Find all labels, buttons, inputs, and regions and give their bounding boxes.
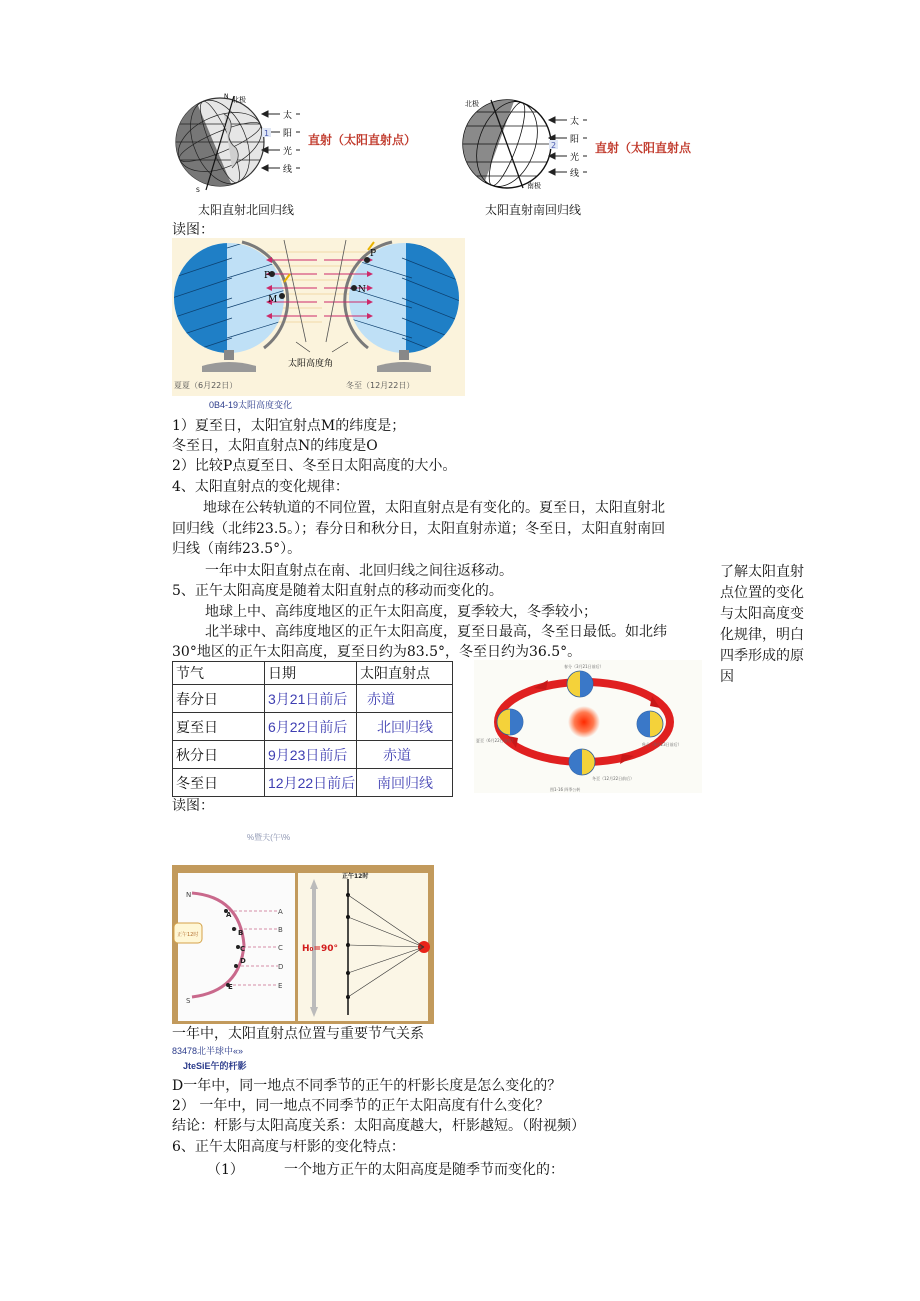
- cell-date: 3月21日前后: [265, 685, 357, 713]
- orbit-autumn: 秋分（9月23日前后）: [642, 742, 682, 747]
- header-cell: 太阳直射点: [357, 662, 453, 685]
- section-4-para: 归线（南纬23.5°）。: [172, 541, 302, 557]
- solar-terms-table: [172, 661, 453, 797]
- cell-point: [357, 713, 453, 741]
- cell-term: 秋分日: [173, 741, 265, 769]
- n-label: N: [224, 93, 229, 100]
- right-d: D: [278, 963, 284, 971]
- blue-note-2: JteSiE午的杆影: [183, 1061, 247, 1071]
- angle-90: H₀=90°: [302, 944, 339, 954]
- faint-caption: %暨夫(午\%: [247, 833, 291, 842]
- read-label: 读图：: [172, 222, 214, 238]
- blue-note-1: 83478北半球中«»: [172, 1046, 244, 1056]
- north-pole-label: 北极: [232, 96, 246, 104]
- index-2: 2: [551, 141, 557, 150]
- south-pole-label: 南极: [527, 182, 541, 190]
- section-5-title: 5、正午太阳高度是随着太阳直射点的移动而变化的。: [172, 583, 503, 599]
- header-cell: 日期: [265, 662, 357, 685]
- orbit-summer: 夏至（6月22日前后）: [476, 738, 516, 743]
- figure-orbit: [474, 660, 702, 793]
- ray-char: 阳: [283, 129, 293, 139]
- orbit-figno: 图1-16 四季公转: [550, 787, 581, 792]
- figure-globe-south: [455, 96, 715, 196]
- noon-tag: 正午12时: [177, 932, 199, 938]
- north-pole-label: 北极: [465, 100, 479, 108]
- point-p-right: P: [370, 249, 377, 259]
- figure-solstice-globes: [172, 238, 465, 396]
- question-1a: 1）夏至日，太阳宜射点M的纬度是；: [172, 418, 406, 434]
- right-b: B: [278, 926, 283, 934]
- ray-char: 太: [570, 117, 580, 127]
- caption-south: 太阳直射南回归线: [485, 203, 582, 217]
- figure-pole-shadow: [172, 865, 434, 1024]
- side-note-line: 与太阳高度变: [720, 606, 804, 622]
- side-note-line: 了解太阳直射: [720, 564, 804, 580]
- altitude-angle-label: 太阳高度角: [288, 359, 334, 369]
- conclusion: 结论：杆影与太阳高度关系：太阳高度越大，杆影越短。（附视频）: [172, 1118, 585, 1134]
- side-note-line: 因: [720, 669, 734, 685]
- header-cell: 节气: [173, 662, 265, 685]
- caption-north: 太阳直射北回归线: [198, 203, 295, 217]
- summer-date: 夏夏（6月22日）: [174, 381, 238, 390]
- left-e: E: [228, 983, 233, 991]
- cell-date: 6月22日前后: [265, 713, 357, 741]
- winter-date: 冬至（12月22日）: [346, 381, 415, 390]
- section-4-para: 回归线（北纬23.5。）；春分日和秋分日，太阳直射赤道；冬至日，太阳直射南回: [172, 521, 666, 537]
- side-note-line: 化规律，明白: [720, 627, 804, 643]
- section-5-para: 北半球中、高纬度地区的正午太阳高度，夏至日最高，冬至日最低。如北纬: [205, 624, 667, 640]
- section-5-para: 30°地区的正午太阳高度，夏至日约为83.5°，冬至日约为36.5°。: [172, 644, 582, 660]
- ray-char: 阳: [570, 135, 580, 145]
- table-row: [173, 741, 453, 769]
- question-shadow: D一年中，同一地点不同季节的正午的杆影长度是怎么变化的？: [172, 1078, 562, 1094]
- side-note-line: 点位置的变化: [720, 585, 804, 601]
- cell-term: 夏至日: [173, 713, 265, 741]
- figure-caption: 一年中，太阳直射点位置与重要节气关系: [172, 1026, 424, 1042]
- cell-point: [357, 741, 453, 769]
- figure-number: 0B4-19太阳高度变化: [209, 400, 293, 410]
- left-n: N: [186, 891, 192, 899]
- side-note-line: 四季形成的原: [720, 648, 804, 664]
- question-altitude: 2） 一年中，同一地点不同季节的正午太阳高度有什么变化？: [172, 1098, 550, 1114]
- orbit-winter: 冬至（12月22日前后）: [592, 776, 635, 781]
- ray-char: 太: [283, 111, 293, 121]
- section-4-para: 地球在公转轨道的不同位置，太阳直射点是有变化的。夏至日，太阳直射北: [203, 500, 665, 516]
- section-5-para: 地球上中、高纬度地区的正午太阳高度，夏季较大，冬季较小；: [205, 604, 597, 620]
- table-header: [173, 662, 453, 685]
- left-b: B: [238, 929, 244, 937]
- point-m: M: [268, 295, 278, 305]
- right-c: C: [278, 944, 283, 952]
- cell-point-text: 南回归线: [377, 774, 433, 791]
- cell-date: 9月23日前后: [265, 741, 357, 769]
- left-s: S: [186, 997, 191, 1005]
- s-label: S: [196, 187, 200, 194]
- section-6-item: 一个地方正午的太阳高度是随季节而变化的：: [284, 1162, 564, 1178]
- cell-term: 冬至日: [173, 769, 265, 797]
- question-2: 2）比较P点夏至日、冬至日太阳高度的大小。: [172, 458, 457, 474]
- point-n: N: [358, 285, 366, 295]
- left-d: D: [240, 957, 246, 965]
- cell-point: [357, 685, 453, 713]
- side-note: [720, 562, 820, 688]
- section-6-title: 6、正午太阳高度与杆影的变化特点：: [172, 1139, 405, 1155]
- read-label-2: 读图：: [172, 798, 214, 814]
- ray-char: 线: [570, 169, 580, 179]
- section-4-para: 一年中太阳直射点在南、北回归线之间往返移动。: [205, 563, 513, 579]
- orbit-spring: 春分（3月21日前后）: [564, 664, 604, 669]
- ray-char: 线: [283, 165, 293, 175]
- direct-label: 直射（太阳直射点）: [308, 133, 417, 147]
- table-row: [173, 685, 453, 713]
- ray-char: 光: [570, 153, 580, 163]
- point-p-left: P: [264, 271, 271, 281]
- right-a: A: [278, 908, 283, 916]
- section-6-item-num: （1）: [207, 1162, 244, 1178]
- direct-label: 直射（太阳直射点: [595, 141, 692, 155]
- cell-date: 12月22日前后: [265, 769, 357, 797]
- table-row: [173, 713, 453, 741]
- noon-title: 正午12时: [342, 873, 369, 880]
- ray-char: 光: [283, 147, 293, 157]
- figure-globe-north: [172, 92, 422, 202]
- left-c: C: [240, 945, 246, 953]
- cell-point-text: 赤道: [383, 746, 411, 763]
- index-1: 1: [264, 129, 270, 138]
- table-row: [173, 769, 453, 797]
- section-4-title: 4、太阳直射点的变化规律：: [172, 479, 349, 495]
- left-a: A: [226, 911, 232, 919]
- cell-point-text: 北回归线: [377, 718, 433, 735]
- question-1b: 冬至日，太阳直射点N的纬度是O: [172, 438, 378, 454]
- cell-term: 春分日: [173, 685, 265, 713]
- right-e: E: [278, 982, 283, 990]
- cell-point-text: 赤道: [367, 690, 395, 707]
- cell-point: [357, 769, 453, 797]
